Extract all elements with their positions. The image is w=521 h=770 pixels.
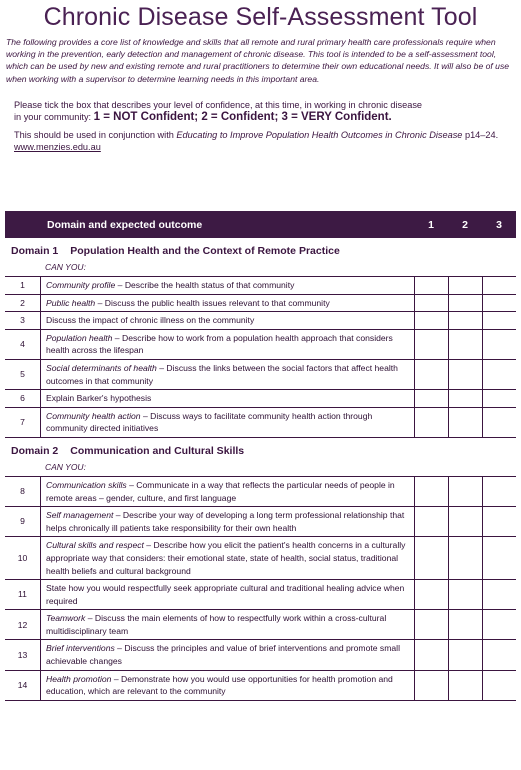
item-term: Social determinants of health <box>46 362 157 373</box>
item-description: Teamwork – Discuss the main elements of how to respectfully work within a cross-cultural multidisciplinary team <box>41 610 415 639</box>
table-row <box>5 507 516 537</box>
instruction-line2: in your community: <box>14 111 92 122</box>
confidence-2-checkbox[interactable] <box>449 277 483 294</box>
item-number: 8 <box>5 477 41 506</box>
item-description: Community profile – Describe the health status of that community <box>41 277 415 294</box>
item-number: 3 <box>5 312 41 329</box>
table-row <box>5 360 516 390</box>
domain-title: Communication and Cultural Skills <box>70 444 245 457</box>
confidence-1-checkbox[interactable] <box>415 580 449 609</box>
item-term: Public health <box>46 297 96 308</box>
item-term: Cultural skills and respect <box>46 540 144 551</box>
confidence-1-checkbox[interactable] <box>415 360 449 389</box>
can-you-label: CAN YOU: <box>45 262 86 272</box>
item-number: 12 <box>5 610 41 639</box>
confidence-1-checkbox[interactable] <box>415 277 449 294</box>
item-text: Discuss the links between the social factors that affect health outcomes in that community <box>46 362 398 386</box>
confidence-1-checkbox[interactable] <box>415 507 449 536</box>
item-description: Public health – Discuss the public health issues relevant to that community <box>41 295 415 312</box>
item-description: Social determinants of health – Discuss the links between the social factors that affect health outcomes in that community <box>41 360 415 389</box>
confidence-3-checkbox[interactable] <box>483 507 516 536</box>
confidence-2-checkbox[interactable] <box>449 295 483 312</box>
item-text: Describe your way of developing a long term professional relationship that helps chronically ill patients take responsibility for their own health <box>46 510 405 533</box>
item-text: Discuss the public health issues relevant to that community <box>104 297 330 308</box>
table-row <box>5 610 516 640</box>
item-term: Community profile <box>46 280 116 290</box>
confidence-1-checkbox[interactable] <box>415 610 449 639</box>
table-row <box>5 408 516 438</box>
publication-title: Educating to Improve Population Health Outcomes in Chronic Disease <box>176 129 463 140</box>
website-link[interactable]: www.menzies.edu.au <box>14 141 101 152</box>
item-number: 2 <box>5 295 41 312</box>
table-row <box>5 390 516 408</box>
item-description <box>41 312 415 329</box>
domain-heading <box>5 245 516 261</box>
confidence-3-checkbox[interactable] <box>483 671 516 700</box>
confidence-3-checkbox[interactable] <box>483 580 516 609</box>
item-text: Discuss the principles and value of brief interventions and promote small achievable changes <box>46 643 400 667</box>
item-description: Health promotion – Demonstrate how you would use opportunities for health promotion and education, which are relevant to the community <box>41 671 415 700</box>
table-row <box>5 295 516 313</box>
conjunction-note <box>14 129 511 153</box>
domains-container <box>5 245 516 701</box>
confidence-2-checkbox[interactable] <box>449 312 483 329</box>
item-description: Self management – Describe your way of developing a long term professional relationship that helps chronically ill patients take responsibility for their own health <box>41 507 415 536</box>
confidence-3-checkbox[interactable] <box>483 390 516 407</box>
item-text: Describe the health status of that community <box>124 280 295 290</box>
table-row <box>5 330 516 360</box>
item-text: Discuss ways to facilitate community health action through community directed initiatives <box>46 410 373 434</box>
item-term: Community health action <box>46 410 141 421</box>
item-text: Describe how you elicit the patient's health concerns in a culturally appropriate way that considers: their emotional state, state of health, social status, traditional health beliefs and cultural background <box>46 540 406 576</box>
item-description <box>41 390 415 407</box>
item-number: 1 <box>5 277 41 294</box>
item-description: Cultural skills and respect – Describe how you elicit the patient's health concerns in a culturally appropriate way that considers: their emotional state, state of health, social status, traditional health beliefs and cultural background <box>41 537 415 579</box>
confidence-2-checkbox[interactable] <box>449 408 483 437</box>
confidence-2-checkbox[interactable] <box>449 640 483 669</box>
table-row <box>5 277 516 295</box>
confidence-1-checkbox[interactable] <box>415 537 449 579</box>
item-text: Demonstrate how you would use opportunities for health promotion and education, which are relevant to the community <box>46 673 393 697</box>
page-title: Chronic Disease Self-Assessment Tool <box>43 3 478 31</box>
item-text: State how you would respectfully seek appropriate cultural and traditional healing advice when required <box>46 583 405 606</box>
confidence-1-checkbox[interactable] <box>415 330 449 359</box>
confidence-2-checkbox[interactable] <box>449 390 483 407</box>
domain-label: Domain 1 <box>11 245 59 257</box>
table-row <box>5 671 516 701</box>
confidence-2-checkbox[interactable] <box>449 610 483 639</box>
confidence-1-checkbox[interactable] <box>415 390 449 407</box>
confidence-3-checkbox[interactable] <box>483 537 516 579</box>
item-term: Health promotion <box>46 673 112 684</box>
confidence-3-checkbox[interactable] <box>483 408 516 437</box>
item-description: Brief interventions – Discuss the principles and value of brief interventions and promote small achievable changes <box>41 640 415 669</box>
table-row <box>5 312 516 330</box>
item-text: Explain Barker's hypothesis <box>46 393 152 404</box>
table-row <box>5 537 516 580</box>
item-text: Describe how to work from a population health approach that considers health across the lifespan <box>46 332 393 356</box>
item-number: 4 <box>5 330 41 359</box>
confidence-2-checkbox[interactable] <box>449 360 483 389</box>
confidence-3-checkbox[interactable] <box>483 330 516 359</box>
confidence-3-checkbox[interactable] <box>483 360 516 389</box>
confidence-3-checkbox[interactable] <box>483 610 516 639</box>
instruction-line1: Please tick the box that describes your level of confidence, at this time, in working in chronic disease <box>14 99 423 110</box>
item-number: 9 <box>5 507 41 536</box>
header-col-2: 2 <box>462 218 468 231</box>
item-term: Population health <box>46 332 113 343</box>
item-number: 14 <box>5 671 41 700</box>
header-domain: Domain and expected outcome <box>47 218 203 231</box>
table-row <box>5 580 516 610</box>
item-text: Discuss the impact of chronic illness on the community <box>46 315 255 326</box>
outcome-list <box>5 476 516 701</box>
item-term: Teamwork <box>46 613 86 624</box>
conjunction-prefix: This should be used in conjunction with <box>14 129 177 140</box>
item-term: Communication skills <box>46 479 127 490</box>
confidence-2-checkbox[interactable] <box>449 477 483 506</box>
domain-heading <box>5 445 516 461</box>
table-row <box>5 477 516 507</box>
instructions <box>14 99 511 123</box>
item-number: 10 <box>5 537 41 579</box>
confidence-1-checkbox[interactable] <box>415 295 449 312</box>
confidence-3-checkbox[interactable] <box>483 295 516 312</box>
confidence-2-checkbox[interactable] <box>449 537 483 579</box>
confidence-2-checkbox[interactable] <box>449 580 483 609</box>
confidence-3-checkbox[interactable] <box>483 277 516 294</box>
header-col-1: 1 <box>428 218 434 231</box>
confidence-3-checkbox[interactable] <box>483 477 516 506</box>
domain-title: Population Health and the Context of Remote Practice <box>70 245 340 257</box>
item-number: 7 <box>5 408 41 437</box>
confidence-1-checkbox[interactable] <box>415 312 449 329</box>
confidence-1-checkbox[interactable] <box>415 640 449 669</box>
can-you-label: CAN YOU: <box>45 461 86 472</box>
confidence-1-checkbox[interactable] <box>415 408 449 437</box>
item-text: Discuss the main elements of how to respectfully work within a cross-cultural multidisciplinary team <box>46 613 387 636</box>
table-row <box>5 640 516 670</box>
item-number: 6 <box>5 390 41 407</box>
item-description <box>41 580 415 609</box>
confidence-3-checkbox[interactable] <box>483 640 516 669</box>
outcome-list <box>5 276 516 438</box>
item-description: Population health – Describe how to work from a population health approach that considers health across the lifespan <box>41 330 415 359</box>
confidence-2-checkbox[interactable] <box>449 330 483 359</box>
confidence-2-checkbox[interactable] <box>449 507 483 536</box>
header-col-3: 3 <box>496 218 502 231</box>
confidence-1-checkbox[interactable] <box>415 477 449 506</box>
confidence-1-checkbox[interactable] <box>415 671 449 700</box>
item-term: Self management <box>46 510 114 521</box>
item-description: Communication skills – Communicate in a way that reflects the particular needs of people in remote areas – gender, culture, and first language <box>41 477 415 506</box>
item-text: Communicate in a way that reflects the particular needs of people in remote areas – gender, culture, and first language <box>46 479 395 503</box>
table-header <box>5 211 516 238</box>
intro-paragraph: The following provides a core list of knowledge and skills that all remote and rural primary health care professionals require when working in the prevention, early detection and management of chronic disease. This tool is intended to be a self-assessment tool, which can be used by new and existing remote and rural practitioners to determine their own educational needs. It will also be of use when working with a supervisor to determine learning needs in this important area. <box>6 37 510 84</box>
item-number: 5 <box>5 360 41 389</box>
confidence-2-checkbox[interactable] <box>449 671 483 700</box>
item-term: Brief interventions <box>46 643 115 654</box>
confidence-3-checkbox[interactable] <box>483 312 516 329</box>
assessment-table <box>5 211 516 701</box>
item-number: 13 <box>5 640 41 669</box>
confidence-scale: 1 = NOT Confident; 2 = Confident; 3 = VERY Confident. <box>93 110 392 123</box>
domain-label: Domain 2 <box>11 444 59 457</box>
publication-pages: p14–24. <box>462 129 499 140</box>
item-description: Community health action – Discuss ways to facilitate community health action through community directed initiatives <box>41 408 415 437</box>
item-number: 11 <box>5 580 41 609</box>
